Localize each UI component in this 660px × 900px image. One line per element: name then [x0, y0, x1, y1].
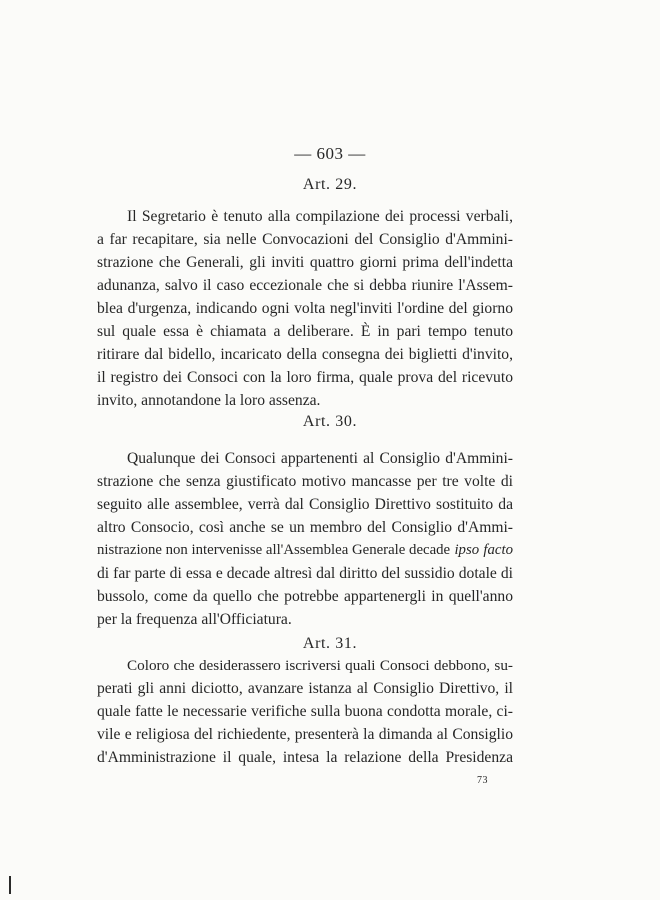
article-31-heading: Art. 31.	[302, 635, 358, 652]
text-line: adunanza, salvo il caso eccezionale che si debba riunire l'Assem-	[97, 277, 513, 294]
text-line: bussolo, come da quello che potrebbe appartenergli in quell'anno	[97, 588, 513, 605]
text-line: per la frequenza all'Officiatura.	[97, 611, 292, 628]
line-text: nistrazione non intervenisse all'Assemblea Generale decade	[97, 542, 451, 558]
scan-edge-mark	[9, 876, 11, 894]
article-29-paragraph	[97, 205, 513, 412]
text-line: d'Amministrazione il quale, intesa la relazione della Presidenza	[97, 749, 513, 766]
text-line: Qualunque dei Consoci appartenenti al Consiglio d'Ammini-	[127, 450, 513, 467]
text-line: altro Consocio, così anche se un membro del Consiglio d'Ammi-	[97, 519, 513, 536]
text-line: seguito alle assemblee, verrà dal Consiglio Direttivo sostituito da	[97, 496, 513, 513]
text-line: quale fatte le necessarie verifiche sulla buona condotta morale, ci-	[97, 703, 513, 720]
text-line: vile e religiosa del richiedente, presenterà la dimanda al Consiglio	[97, 726, 513, 743]
text-line: blea d'urgenza, indicando ogni volta negl'inviti l'ordine del giorno	[97, 300, 513, 317]
article-29-heading: Art. 29.	[302, 176, 358, 193]
article-31-paragraph	[97, 654, 513, 769]
text-line: di far parte di essa e decade altresì dal diritto del sussidio dotale di	[97, 565, 513, 582]
text-line: ritirare dal bidello, incaricato della consegna dei biglietti d'invito,	[97, 346, 513, 363]
text-line: strazione che Generali, gli inviti quattro giorni prima dell'indetta	[97, 254, 513, 271]
text-line: perati gli anni diciotto, avanzare istanza al Consiglio Direttivo, il	[97, 680, 513, 697]
text-line: a far recapitare, sia nelle Convocazioni del Consiglio d'Ammini-	[97, 231, 513, 248]
text-line: sul quale essa è chiamata a deliberare. È in pari tempo tenuto	[97, 323, 513, 340]
text-line: Coloro che desiderassero iscriversi quali Consoci debbono, su-	[127, 657, 513, 674]
text-line: Il Segretario è tenuto alla compilazione dei processi verbali,	[127, 208, 513, 225]
article-30-heading: Art. 30.	[302, 413, 358, 430]
text-line: strazione che senza giustificato motivo mancasse per tre volte di	[97, 473, 513, 490]
italic-phrase: ipso facto	[454, 542, 513, 558]
text-line: invito, annotandone la loro assenza.	[97, 392, 321, 409]
signature-mark: 73	[477, 775, 488, 786]
text-line	[97, 539, 513, 562]
page-number: — 603 —	[294, 144, 366, 163]
article-30-paragraph	[97, 447, 513, 631]
text-line: il registro dei Consoci con la loro firma, quale prova del ricevuto	[97, 369, 513, 386]
